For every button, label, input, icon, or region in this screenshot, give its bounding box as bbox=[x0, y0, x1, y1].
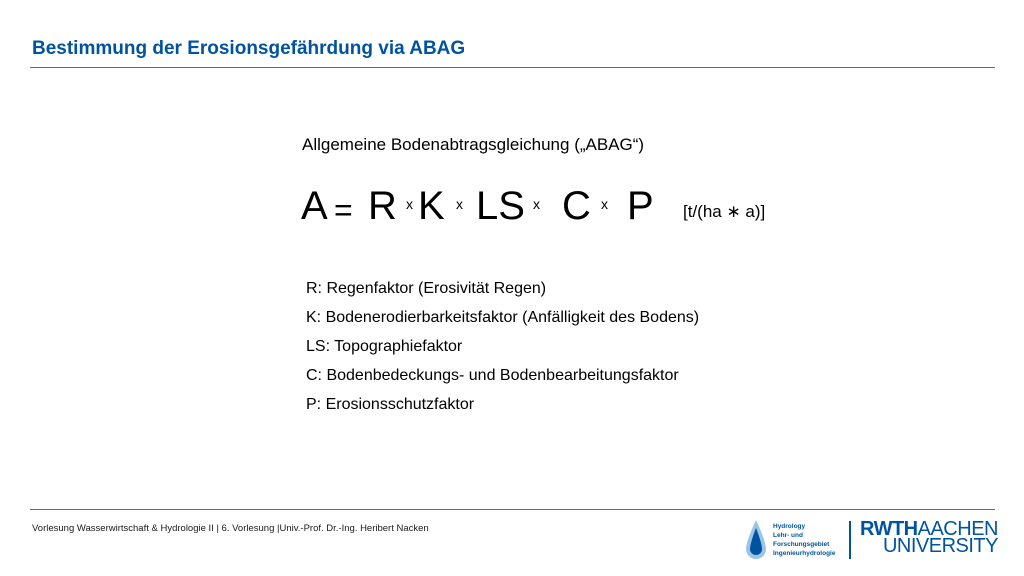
definition-item: P: Erosionsschutzfaktor bbox=[306, 396, 475, 413]
formula-multiply-3: x bbox=[533, 196, 540, 212]
formula-multiply-2: x bbox=[456, 196, 463, 212]
aachen-wordmark: AACHEN bbox=[917, 518, 998, 540]
logo-separator bbox=[849, 521, 851, 559]
footer-divider bbox=[30, 509, 995, 510]
formula-unit: [t/(ha ∗ a)] bbox=[683, 202, 766, 221]
formula-term-k: K bbox=[418, 184, 445, 228]
definition-item: LS: Topographiefaktor bbox=[306, 338, 463, 355]
formula-subtitle: Allgemeine Bodenabtragsgleichung („ABAG“) bbox=[302, 135, 645, 154]
university-wordmark: UNIVERSITY bbox=[882, 535, 998, 557]
hydrology-logo bbox=[745, 519, 845, 563]
definition-item: K: Bodenerodierbarkeitsfaktor (Anfälligkeit des Bodens) bbox=[306, 309, 700, 326]
definition-list bbox=[306, 278, 699, 423]
abag-formula bbox=[0, 0, 1024, 260]
formula-multiply-4: x bbox=[601, 196, 608, 212]
rwth-wordmark: RWTH bbox=[860, 518, 918, 540]
formula-term-a: A bbox=[301, 184, 328, 228]
formula-multiply-1: x bbox=[406, 196, 413, 212]
water-drop-icon bbox=[745, 519, 767, 561]
formula-term-c: C bbox=[562, 184, 591, 228]
formula-term-p: P bbox=[627, 184, 654, 228]
rwth-logo bbox=[860, 518, 998, 557]
slide-title: Bestimmung der Erosionsgefährdung via ABAG bbox=[32, 38, 466, 59]
definition-item: C: Bodenbedeckungs- und Bodenbearbeitungsfaktor bbox=[306, 367, 679, 384]
formula-term-ls: LS bbox=[476, 184, 525, 228]
hydrology-logo-text: Hydrology Lehr- und Forschungsgebiet Ingenieurhydrologie bbox=[773, 523, 836, 557]
definition-item: R: Regenfaktor (Erosivität Regen) bbox=[306, 280, 547, 297]
formula-equals: = bbox=[334, 192, 353, 228]
footer-text: Vorlesung Wasserwirtschaft & Hydrologie II | 6. Vorlesung |Univ.-Prof. Dr.-Ing. Heribert Nacken bbox=[32, 523, 429, 534]
formula-term-r: R bbox=[368, 184, 397, 228]
